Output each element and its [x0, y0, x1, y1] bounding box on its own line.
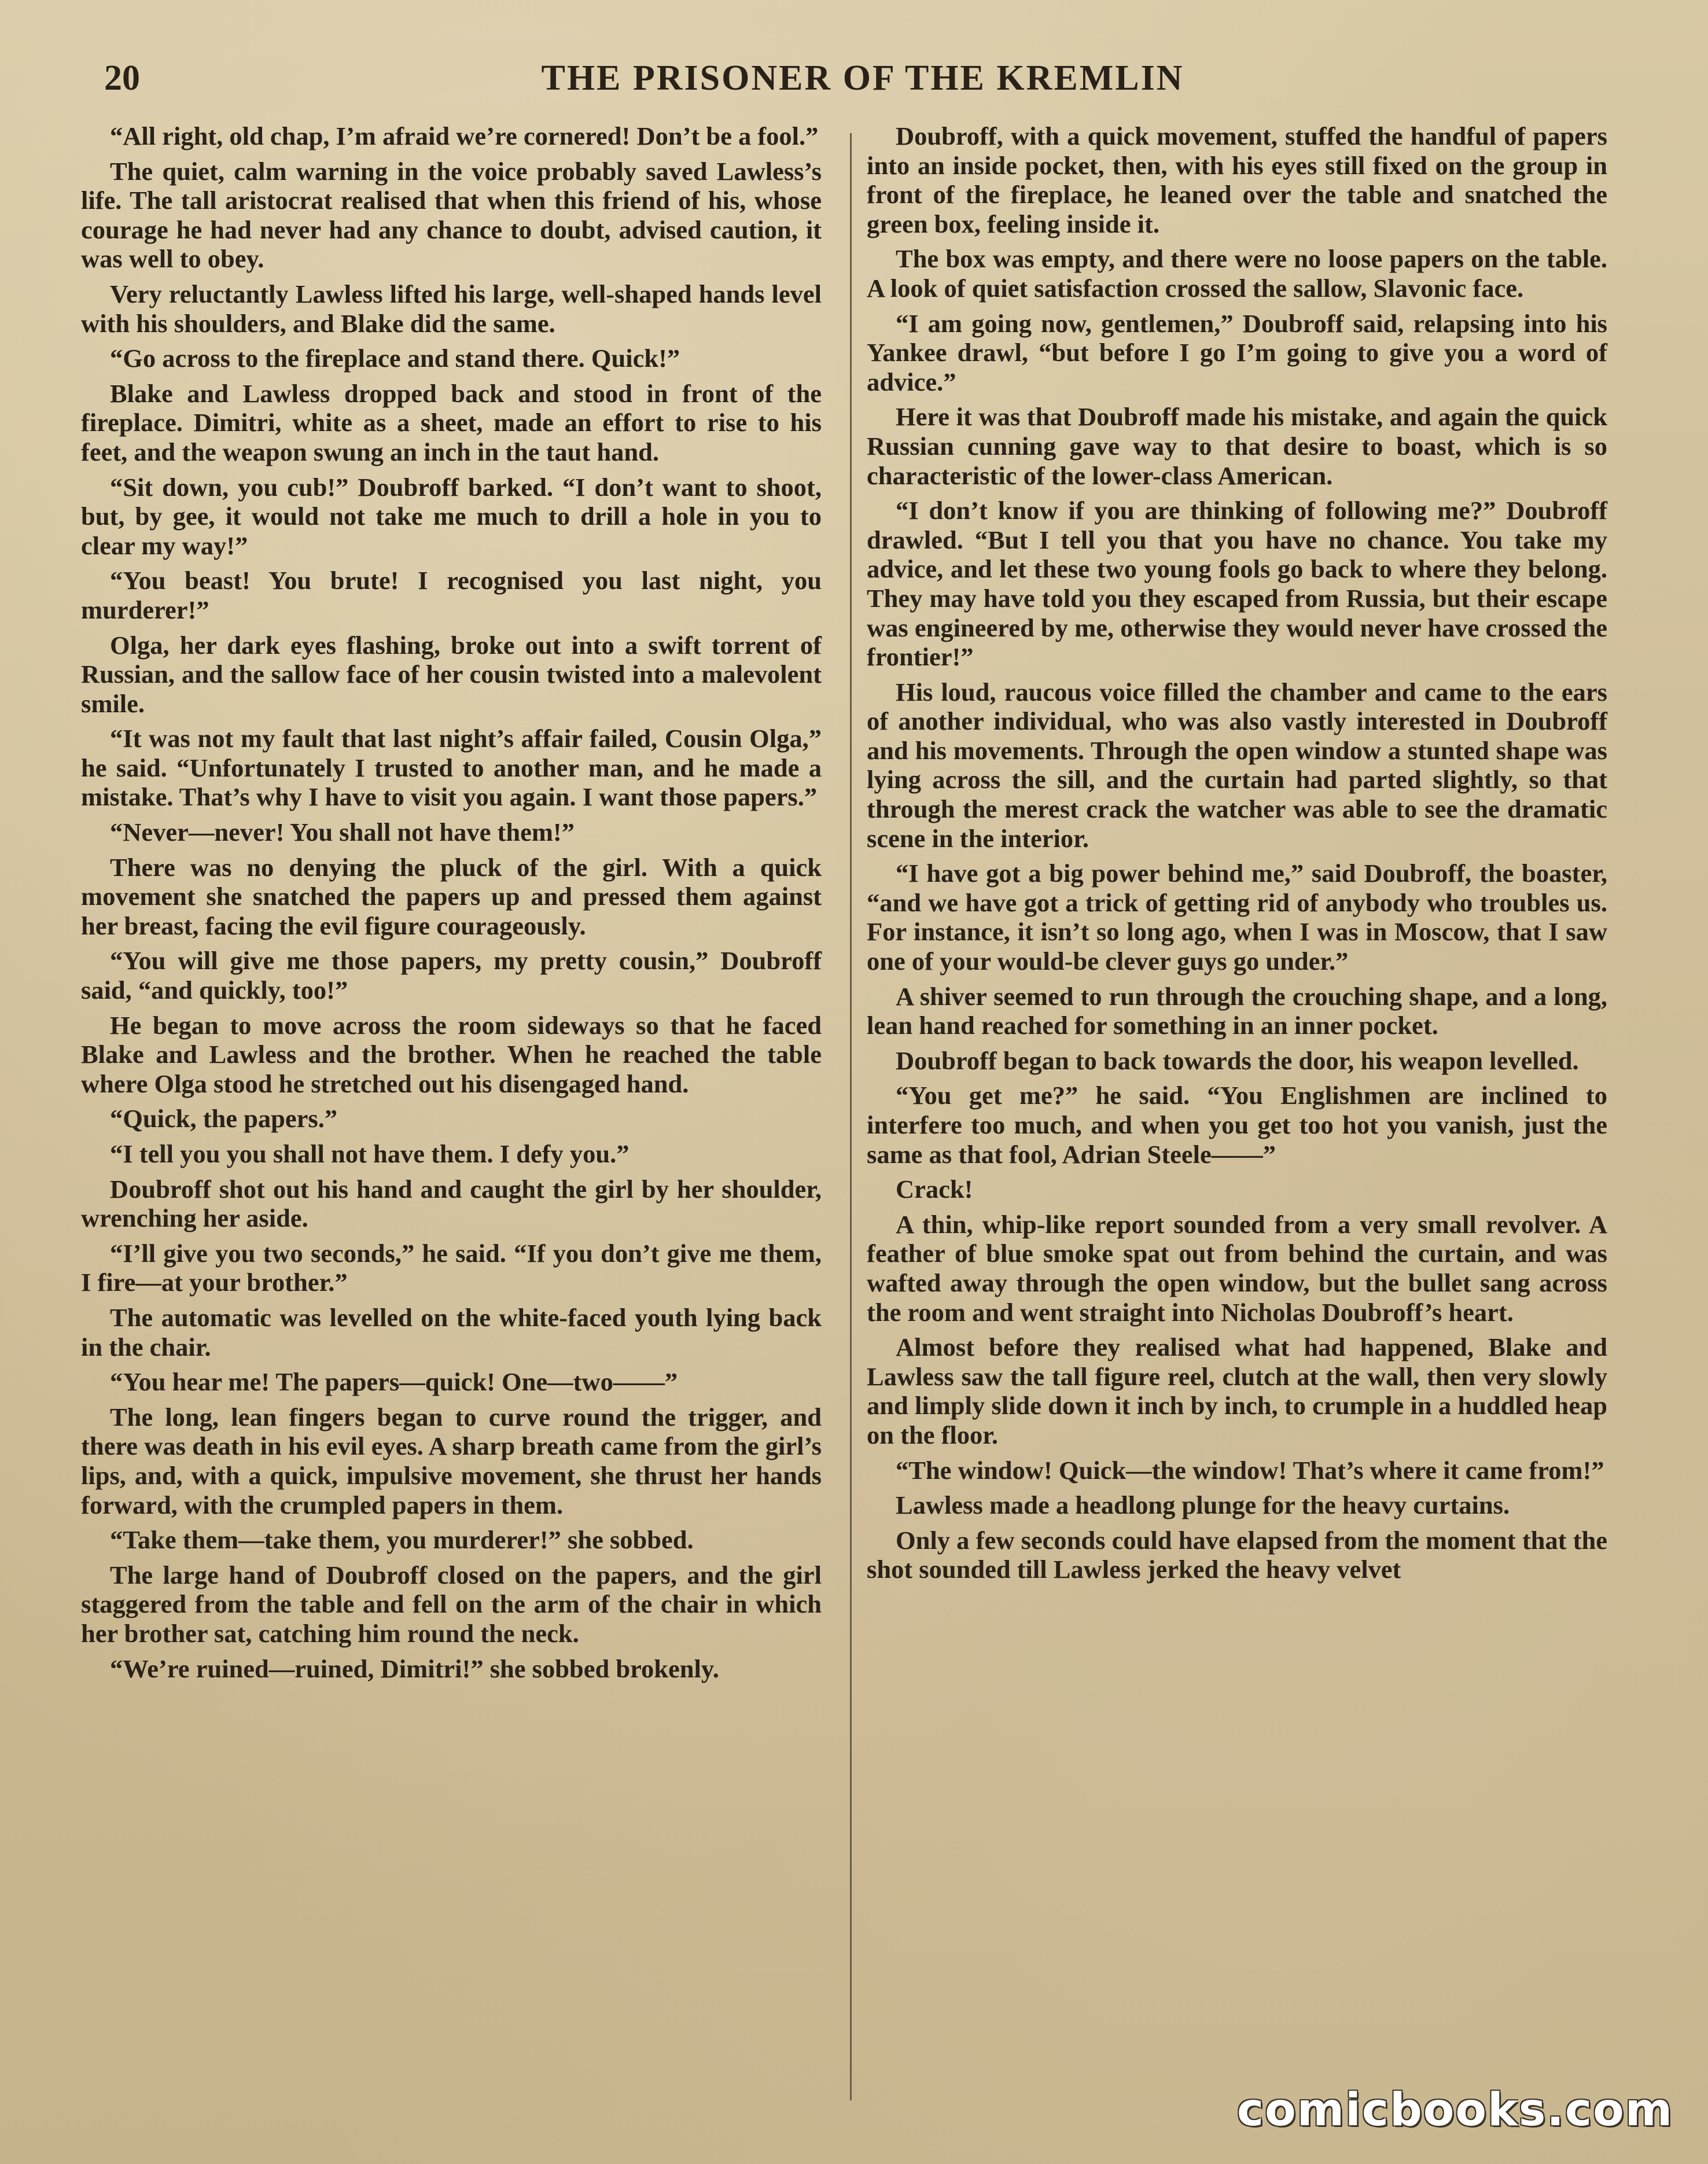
paragraph: “All right, old chap, I’m afraid we’re cornered! Don’t be a fool.”: [110, 122, 819, 150]
paragraph: “I have got a big power behind me,” said Doubroff, the boaster, “and we have got a trick of getting rid of anybody who troubles us. For instance, it isn’t so long ago, when I was in Moscow, that I saw one of your would-be clever guys go under.”: [867, 859, 1607, 976]
paragraph: “I don’t know if you are thinking of following me?” Doubroff drawled. “But I tell you that you have no chance. You take my advice, and let these two young fools go back to where they belong. They may have told you they escaped from Russia, but their escape was engineered by me, otherwise they would never have crossed the frontier!”: [867, 496, 1607, 672]
paragraph: The long, lean fingers began to curve round the trigger, and there was death in his evil eyes. A sharp breath came from the girl’s lips, and, with a quick, impulsive movement, she thrust her hands forward, with the crumpled papers in them.: [81, 1402, 822, 1519]
paragraph: A shiver seemed to run through the crouching shape, and a long, lean hand reached for something in an inner pocket.: [867, 981, 1607, 1040]
paragraph: “You will give me those papers, my pretty cousin,” Doubroff said, “and quickly, too!”: [81, 946, 822, 1005]
left-text-column: [81, 122, 822, 1689]
paragraph: There was no denying the pluck of the girl. With a quick movement she snatched the papers up and pressed them against her breast, facing the evil figure courageously.: [81, 852, 822, 940]
paragraph: Here it was that Doubroff made his mistake, and again the quick Russian cunning gave way to that desire to boast, which is so characteristic of the lower-class American.: [867, 402, 1607, 490]
paragraph: “The window! Quick—the window! That’s where it came from!”: [896, 1455, 1604, 1485]
paragraph: Blake and Lawless dropped back and stood in front of the fireplace. Dimitri, white as a sheet, made an effort to rise to his feet, and the weapon swung an inch in the taut hand.: [81, 378, 822, 466]
paragraph: The automatic was levelled on the white-faced youth lying back in the chair.: [81, 1302, 822, 1361]
paragraph: A thin, whip-like report sounded from a very small revolver. A feather of blue smoke spat out from behind the curtain, and was wafted away through the open window, but the bullet sang across the room and went straight into Nicholas Doubroff’s heart.: [867, 1209, 1607, 1327]
paragraph: Olga, her dark eyes flashing, broke out into a swift torrent of Russian, and the sallow face of her cousin twisted into a malevolent smile.: [81, 630, 822, 718]
paragraph: The large hand of Doubroff closed on the papers, and the girl staggered from the table and fell on the arm of the chair in which her brother sat, catching him round the neck.: [81, 1560, 822, 1648]
paragraph: Lawless made a headlong plunge for the heavy curtains.: [896, 1490, 1510, 1520]
paragraph: “We’re ruined—ruined, Dimitri!” she sobbed brokenly.: [110, 1654, 719, 1683]
paragraph: “I’ll give you two seconds,” he said. “If you don’t give me them, I fire—at your brother.”: [81, 1238, 822, 1297]
paragraph: “I tell you you shall not have them. I defy you.”: [110, 1139, 630, 1168]
paragraph: “Sit down, you cub!” Doubroff barked. “I don’t want to shoot, but, by gee, it would not take me much to drill a hole in you to clear my way!”: [81, 472, 822, 560]
paragraph: “You get me?” he said. “You Englishmen are inclined to interfere too much, and when you get too hot you vanish, just the same as that fool, Adrian Steele——”: [867, 1081, 1607, 1169]
paragraph: The quiet, calm warning in the voice probably saved Lawless’s life. The tall aristocrat realised that when this friend of his, whose courage he had never had any chance to doubt, advised caution, it was well to obey.: [81, 156, 822, 274]
paragraph: Almost before they realised what had happened, Blake and Lawless saw the tall figure reel, clutch at the wall, then very slowly and limply slide down it inch by inch, to crumple in a huddled heap on the floor.: [867, 1333, 1607, 1449]
paragraph: “It was not my fault that last night’s affair failed, Cousin Olga,” he said. “Unfortunately I trusted to another man, and he made a mistake. That’s why I have to visit you again. I want those papers.”: [81, 724, 822, 812]
paragraph: Doubroff began to back towards the door, his weapon levelled.: [896, 1046, 1579, 1075]
paragraph: Doubroff, with a quick movement, stuffed the handful of papers into an inside pocket, then, with his eyes still fixed on the group in front of the fireplace, he leaned over the table and snatched the green box, feeling inside it.: [867, 122, 1607, 238]
paragraph: “You beast! You brute! I recognised you last night, you murderer!”: [81, 566, 822, 624]
right-text-column: [867, 122, 1607, 1590]
column-divider: [850, 133, 852, 2100]
paragraph: “Take them—take them, you murderer!” she sobbed.: [110, 1525, 694, 1555]
paragraph: He began to move across the room sideways so that he faced Blake and Lawless and the brother. When he reached the table where Olga stood he stretched out his disengaged hand.: [81, 1010, 822, 1098]
page-number: 20: [104, 58, 140, 98]
paragraph: Only a few seconds could have elapsed from the moment that the shot sounded till Lawless jerked the heavy velvet: [867, 1525, 1607, 1584]
paragraph: Crack!: [896, 1175, 973, 1204]
running-title: THE PRISONER OF THE KREMLIN: [541, 58, 1184, 98]
source-watermark: comicbooks.com: [1236, 2084, 1673, 2136]
paragraph: “Quick, the papers.”: [110, 1104, 338, 1133]
paragraph: The box was empty, and there were no loose papers on the table. A look of quiet satisfaction crossed the sallow, Slavonic face.: [867, 244, 1607, 303]
paragraph: Very reluctantly Lawless lifted his large, well-shaped hands level with his shoulders, and Blake did the same.: [81, 279, 822, 338]
paragraph: Doubroff shot out his hand and caught the girl by her shoulder, wrenching her aside.: [81, 1174, 822, 1233]
paragraph: His loud, raucous voice filled the chamber and came to the ears of another individual, who was also vastly interested in Doubroff and his movements. Through the open window a stunted shape was lying across the sill, and the curtain had parted slightly, so that through the merest crack the watcher was able to see the dramatic scene in the interior.: [867, 677, 1607, 853]
paragraph: “Go across to the fireplace and stand there. Quick!”: [110, 344, 680, 373]
paragraph: “I am going now, gentlemen,” Doubroff said, relapsing into his Yankee drawl, “but before I go I’m going to give you a word of advice.”: [867, 308, 1607, 396]
paragraph: “You hear me! The papers—quick! One—two——”: [110, 1367, 678, 1397]
paragraph: “Never—never! You shall not have them!”: [110, 818, 575, 847]
page-header: [104, 52, 1621, 116]
